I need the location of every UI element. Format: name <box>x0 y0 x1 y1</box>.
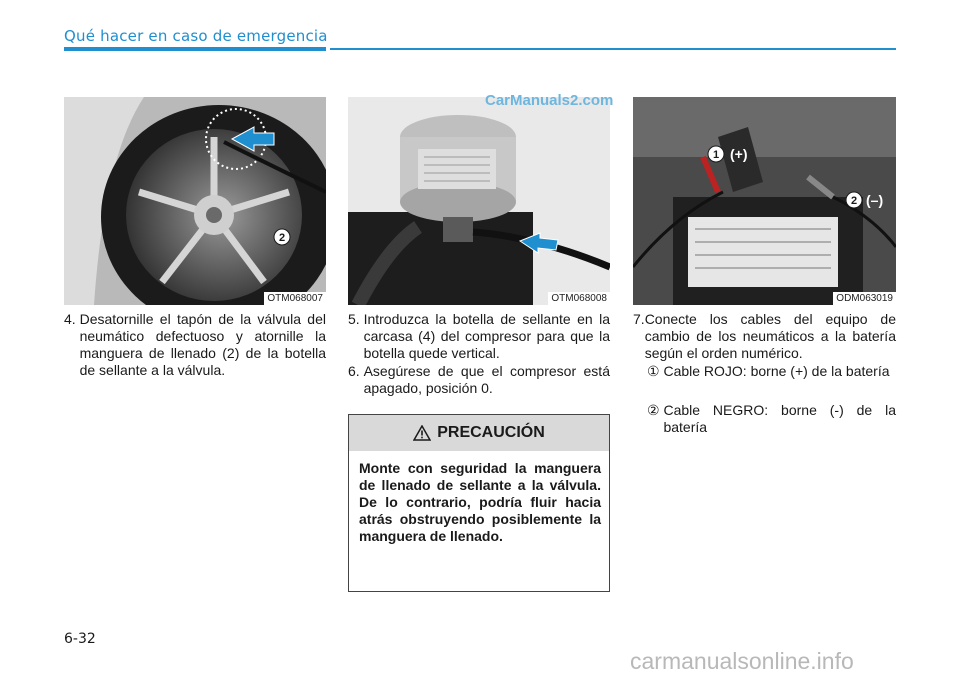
step-number: 4. <box>64 311 80 327</box>
step-text: Asegúrese de que el compresor está apagado, posición 0. <box>363 363 610 396</box>
sealant-bottle-photo <box>348 97 610 305</box>
sub-step-number: ① <box>647 363 664 379</box>
figure-code: OTM068008 <box>548 292 610 305</box>
positive-sign: (+) <box>730 146 748 162</box>
caution-title: PRECAUCIÓN <box>437 424 545 441</box>
page-number: 6-32 <box>64 631 96 647</box>
step-number: 6. <box>348 363 364 379</box>
header-rule-thin <box>330 48 896 50</box>
figure-sealant-bottle <box>348 97 610 305</box>
figure-tire-valve <box>64 97 326 305</box>
step-7 <box>633 311 896 362</box>
figure-battery <box>633 97 896 305</box>
negative-sign: (–) <box>866 192 884 208</box>
tire-valve-photo <box>64 97 326 305</box>
sub-step-1 <box>647 363 896 380</box>
battery-photo <box>633 97 896 305</box>
step-number: 7. <box>633 311 645 327</box>
step-text: Introduzca la botella de sellante en la carcasa (4) del compresor para que la botella quede vertical. <box>363 311 610 361</box>
step-text: Conecte los cables del equipo de cambio de los neumáticos a la batería según el orden numérico. <box>644 311 896 361</box>
figure-code: ODM063019 <box>833 292 896 305</box>
header-rule-thick <box>64 47 326 51</box>
caution-text: Monte con seguridad la manguera de llenado de sellante a la válvula. De lo contrario, podría fluir hacia atrás obstruyendo posiblemente la manguera de llenado. <box>359 460 601 544</box>
watermark: CarManuals2.com <box>485 92 614 109</box>
step-5 <box>348 311 610 362</box>
step-6 <box>348 363 610 397</box>
caution-header <box>349 415 609 451</box>
sub-step-text: Cable NEGRO: borne (-) de la batería <box>663 402 896 435</box>
section-title: Qué hacer en caso de emergencia <box>64 27 328 45</box>
step-number: 5. <box>348 311 364 327</box>
callout-1: 1 <box>712 149 720 161</box>
callout-2: 2 <box>850 195 858 207</box>
sub-step-2 <box>647 402 896 436</box>
callout-2: 2 <box>278 232 286 244</box>
figure-code: OTM068007 <box>264 292 326 305</box>
sub-step-number: ② <box>647 402 664 418</box>
warning-icon <box>413 425 431 441</box>
step-4 <box>64 311 326 379</box>
sub-step-text: Cable ROJO: borne (+) de la batería <box>663 363 890 379</box>
caution-box <box>348 414 610 592</box>
step-text: Desatornille el tapón de la válvula del neumático defectuoso y atornille la manguera de llenado (2) de la botella de sellante a la válvula. <box>79 311 326 378</box>
footer-watermark: carmanualsonline.info <box>630 648 854 674</box>
